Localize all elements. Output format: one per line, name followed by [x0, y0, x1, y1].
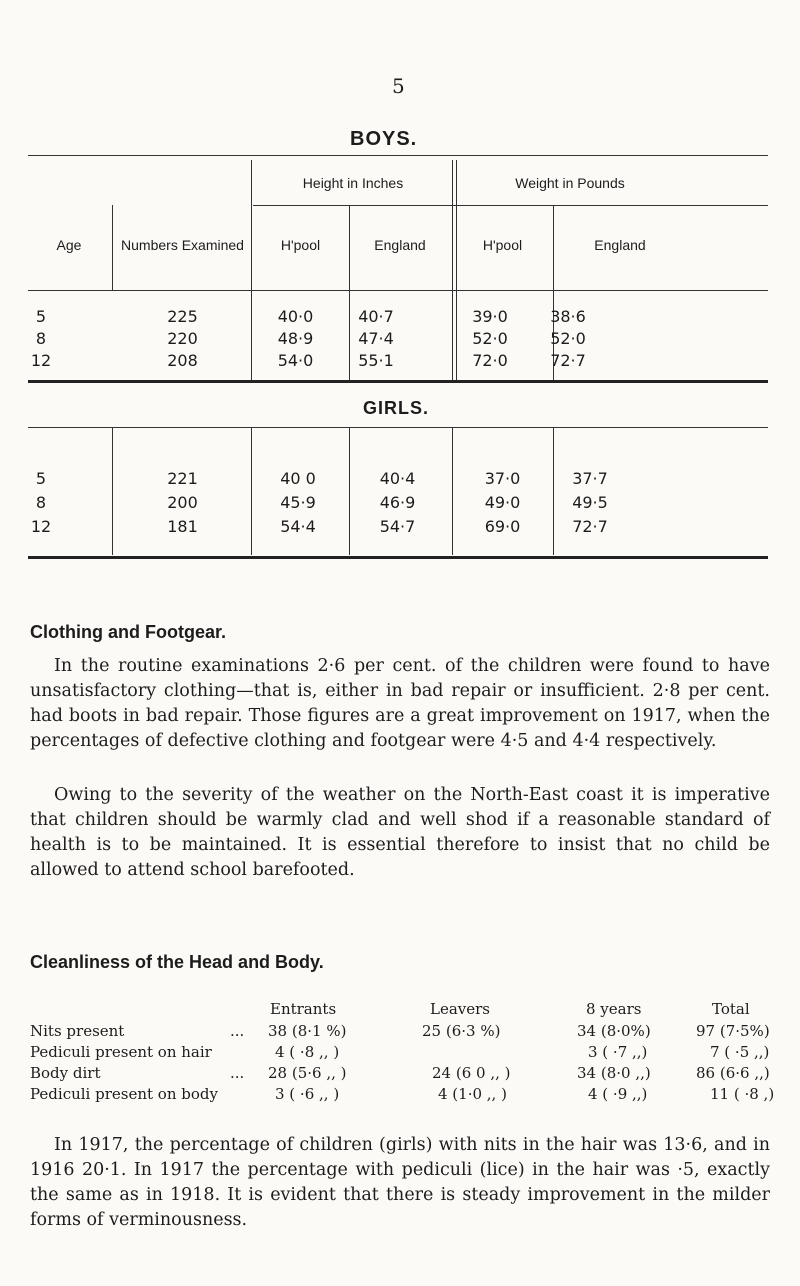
- col-numbers-header: Numbers Examined: [121, 237, 244, 253]
- table-row: Nits present ... 38 (8·1 %) 25 (6·3 %) 34 (8·0%) 97 (7·5%): [30, 1022, 770, 1040]
- table-row: Pediculi present on hair 4 ( ·8 ,, ) 3 ( ·7 ,,) 7 ( ·5 ,,): [30, 1043, 770, 1061]
- cleanliness-header-row: Entrants Leavers 8 years Total: [270, 1000, 750, 1018]
- table-row: 5 221 40 0 40·4 37·0 37·7: [35, 469, 608, 488]
- table-top-rule: [28, 155, 768, 156]
- boys-bottom-rule: [28, 380, 768, 383]
- col-weight-hpool-header: H'pool: [482, 237, 523, 253]
- girls-title: GIRLS.: [363, 398, 430, 418]
- col-weight-england-header: England: [594, 237, 646, 253]
- table-row: 8 200 45·9 46·9 49·0 49·5: [35, 493, 608, 512]
- column-header-rule: [28, 290, 768, 291]
- col-height-hpool-header: H'pool: [280, 237, 321, 253]
- table-row: 8 220 48·9 47·4 52·0 52·0: [35, 329, 586, 348]
- table-row: 12 181 54·4 54·7 69·0 72·7: [30, 517, 608, 536]
- weight-group-header: Weight in Pounds: [515, 175, 625, 191]
- girls-bottom-rule: [28, 556, 768, 559]
- girls-top-rule: [28, 427, 768, 428]
- table-row: Body dirt ... 28 (5·6 ,, ) 24 (6 0 ,, ) 34 (8·0 ,,) 86 (6·6 ,,): [30, 1064, 770, 1082]
- group-header-rule: [253, 205, 768, 206]
- table-row: 12 208 54·0 55·1 72·0 72·7: [30, 351, 586, 370]
- table-row: 5 225 40·0 40·7 39·0 38·6: [35, 307, 586, 326]
- page-number: 5: [392, 74, 405, 98]
- col-height-england-header: England: [374, 237, 426, 253]
- height-group-header: Height in Inches: [302, 175, 404, 191]
- col-age-header: Age: [56, 237, 82, 253]
- clothing-paragraph-2: Owing to the severity of the weather on the North-East coast it is imperative that children should be warmly clad and well shod if a reasonable standard of health is to be maintained. It is essential therefore to insist that no child be allowed to attend school barefooted.: [30, 785, 770, 880]
- table-row: Pediculi present on body 3 ( ·6 ,, ) 4 (1·0 ,, ) 4 ( ·9 ,,) 11 ( ·8 ,): [30, 1085, 775, 1103]
- cleanliness-heading: Cleanliness of the Head and Body.: [30, 952, 324, 972]
- cleanliness-paragraph: In 1917, the percentage of children (girls) with nits in the hair was 13·6, and in 1916 20·1. In 1917 the percentage with pediculi (lice) in the hair was ·5, exactly the same as in 1918. It is evident that there is steady improvement in the milder forms of verminousness.: [30, 1135, 770, 1230]
- boys-title: BOYS.: [350, 128, 418, 150]
- clothing-heading: Clothing and Footgear.: [30, 622, 226, 642]
- clothing-paragraph-1: In the routine examinations 2·6 per cent. of the children were found to have unsatisfactory clothing—that is, either in bad repair or insufficient. 2·8 per cent. had boots in bad repair. Those figures are a great improvement on 1917, when the percentages of defective clothing and footgear were 4·5 and 4·4 respectively.: [30, 656, 770, 751]
